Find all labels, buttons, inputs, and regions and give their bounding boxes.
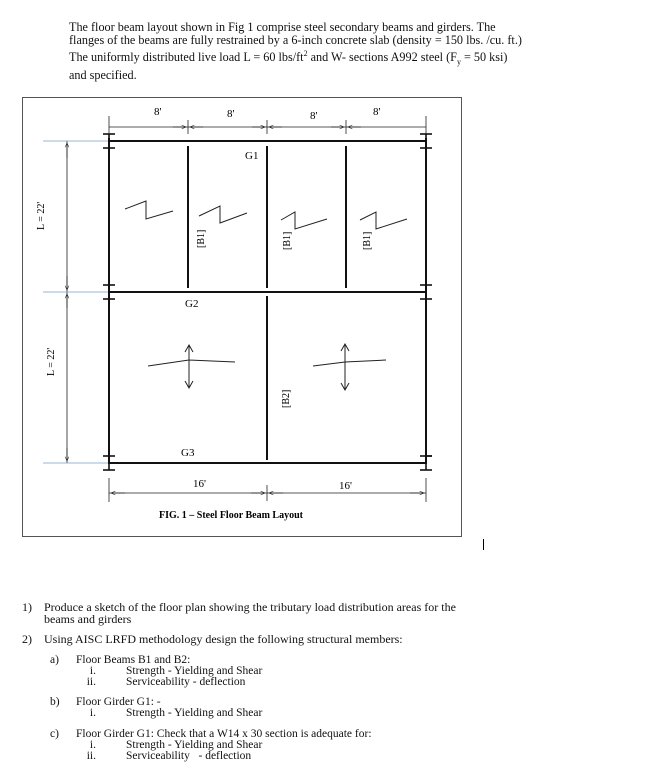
dim-label-left-2: L = 22' xyxy=(46,347,57,376)
floor-plan-drawing xyxy=(23,98,463,538)
question-1-line-2: beams and girders xyxy=(44,612,132,626)
part-c-item-2-number: ii. xyxy=(86,750,96,762)
two-way-span-icon xyxy=(313,344,386,390)
part-b-text: Floor Girder G1: - xyxy=(76,696,161,708)
question-2-line-1: Using AISC LRFD methodology design the following structural members: xyxy=(44,632,403,646)
question-1-line-1: Produce a sketch of the floor plan showing the tributary load distribution areas for the xyxy=(44,600,456,614)
text-cursor xyxy=(483,539,484,550)
part-c-item-2-text: Serviceability - deflection xyxy=(126,750,252,762)
intro-paragraph xyxy=(69,21,649,82)
part-a-item-2-text: Serviceability - deflection xyxy=(126,676,246,688)
intro-line-1: The floor beam layout shown in Fig 1 comprise steel secondary beams and girders. The xyxy=(69,20,496,34)
bottom-dimension xyxy=(109,478,426,502)
span-direction-icon xyxy=(360,212,407,229)
span-direction-icon xyxy=(281,212,327,229)
girder-label-g3: G3 xyxy=(181,447,195,459)
dim-label-top-3: 8' xyxy=(310,110,318,122)
girder-label-g1: G1 xyxy=(245,150,259,162)
left-dimension xyxy=(36,141,109,463)
intro-line-2: flanges of the beams are fully restrained by a 6-inch concrete slab (density = 150 lbs. /cu. ft.) xyxy=(69,33,522,47)
intro-line-3 xyxy=(69,47,649,69)
beam-label-b2: [B2] xyxy=(281,389,292,408)
question-number: 1) xyxy=(22,600,32,614)
beam-label-b1: [B1] xyxy=(282,231,293,250)
part-letter: c) xyxy=(50,728,59,740)
part-letter: b) xyxy=(50,696,60,708)
intro-line-3-pre: The uniformly distributed live load L = 60 lbs/ft xyxy=(69,50,304,65)
question-1 xyxy=(22,601,642,625)
figure-frame xyxy=(22,97,462,537)
dim-label-bottom-2: 16' xyxy=(339,480,352,492)
top-dimension xyxy=(109,106,426,138)
girder-label-g2: G2 xyxy=(185,298,199,310)
two-way-span-icon xyxy=(148,345,235,388)
part-c-item-1-text: Strength - Yielding and Shear xyxy=(126,739,263,751)
figure-caption: FIG. 1 – Steel Floor Beam Layout xyxy=(159,510,303,521)
span-direction-icon xyxy=(199,206,247,223)
part-b-item-1-number: i. xyxy=(89,707,96,719)
dim-label-top-1: 8' xyxy=(154,106,162,118)
intro-line-3-mid: and W- sections A992 steel (F xyxy=(307,50,457,65)
part-c-item-1-number: i. xyxy=(89,739,96,751)
intro-sup: 2 xyxy=(303,49,308,58)
part-a-item-2-number: ii. xyxy=(86,676,96,688)
beam-label-b1: [B1] xyxy=(196,229,207,248)
part-a-item-1-number: i. xyxy=(89,665,96,677)
intro-line-4: and specified. xyxy=(69,67,137,82)
dim-label-bottom-1: 16' xyxy=(193,478,206,490)
beam-label-b1: [B1] xyxy=(362,231,373,250)
part-b-item-1-text: Strength - Yielding and Shear xyxy=(126,707,263,719)
part-letter: a) xyxy=(50,654,59,666)
dim-label-top-4: 8' xyxy=(373,106,381,118)
part-a-item-1-text: Strength - Yielding and Shear xyxy=(126,665,263,677)
intro-sub: y xyxy=(456,57,461,67)
intro-line-3-post: = 50 ksi) xyxy=(460,50,508,65)
part-c-text: Floor Girder G1: Check that a W14 x 30 section is adequate for: xyxy=(76,728,372,740)
dim-label-top-2: 8' xyxy=(227,108,235,120)
question-2 xyxy=(22,633,642,645)
part-a-text: Floor Beams B1 and B2: xyxy=(76,654,191,666)
question-number: 2) xyxy=(22,632,32,646)
dim-label-left-1: L = 22' xyxy=(36,201,47,230)
span-direction-icon xyxy=(125,201,173,219)
